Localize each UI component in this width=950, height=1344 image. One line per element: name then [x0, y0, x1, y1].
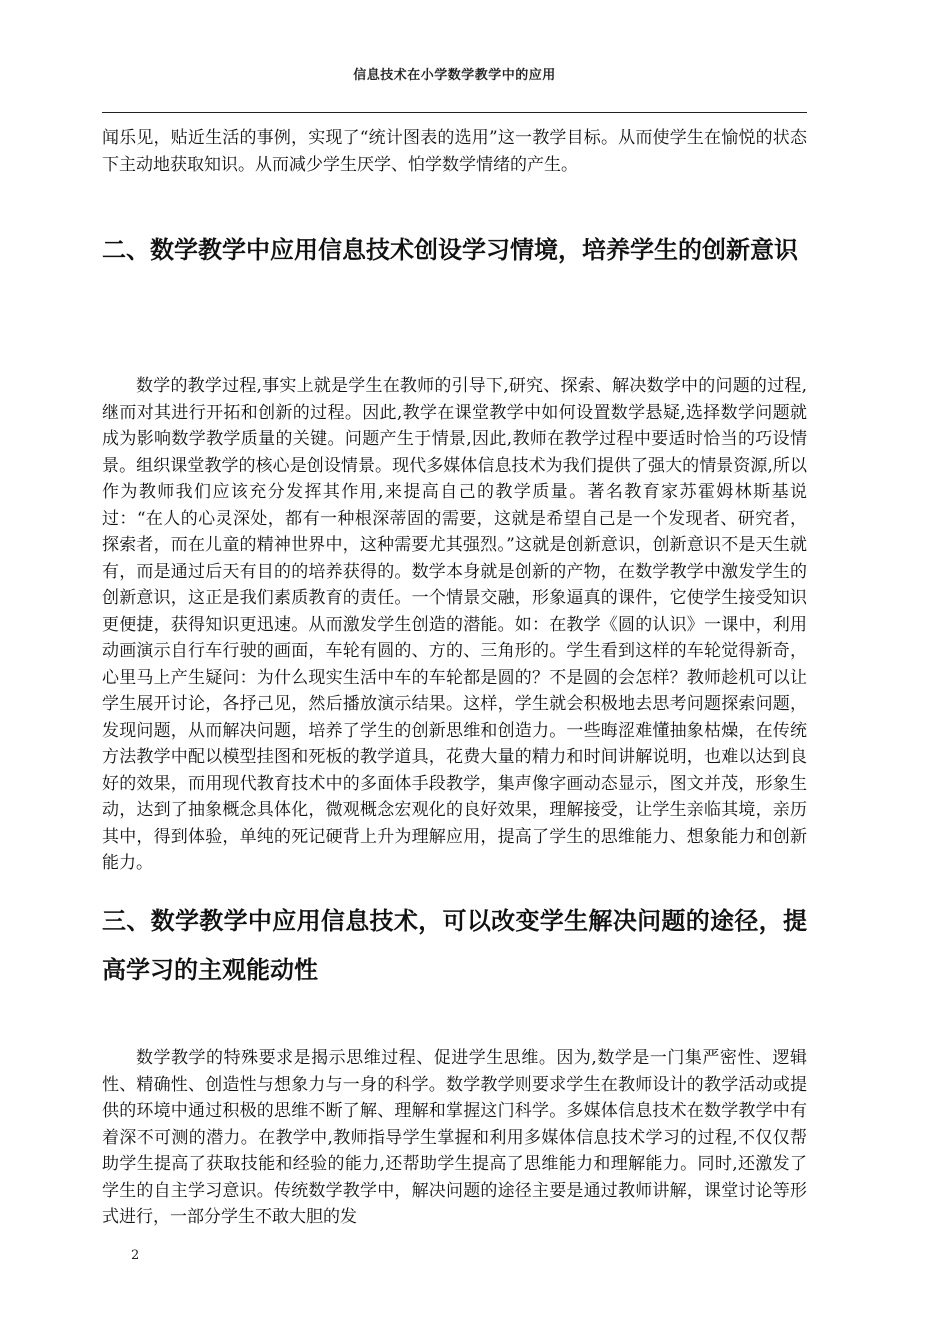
page-number: 2 — [131, 1248, 140, 1263]
section-3-heading: 三、数学教学中应用信息技术，可以改变学生解决问题的途径，提高学习的主观能动性 — [102, 907, 807, 984]
section-2-heading: 二、数学教学中应用信息技术创设学习情境，培养学生的创新意识 — [102, 236, 798, 264]
page-header-title: 信息技术在小学数学教学中的应用 — [353, 68, 556, 83]
section-2-paragraph: 数学的教学过程,事实上就是学生在教师的引导下,研究、探索、解决数学中的问题的过程,继而对其进行开拓和创新的过程。因此,教学在课堂教学中如何设置数学悬疑,选择数学问题就成为影响数学教学质量的关键。问题产生于情景,因此,教师在教学过程中要适时恰当的巧设情景。组织课堂教学的核心是创设情景。现代多媒体信息技术为我们提供了强大的情景资源,所以作为教师我们应该充分发挥其作用,来提高自己的教学质量。著名教育家苏霍姆林斯基说过：“在人的心灵深处，都有一种根深蒂固的需要，这就是希望自己是一个发现者、研究者，探索者，而在儿童的精神世界中，这种需要尤其强烈。”这就是创新意识，创新意识不是天生就有，而是通过后天有目的的培养获得的。数学本身就是创新的产物，在数学教学中激发学生的创新意识，这正是我们素质教育的责任。一个情景交融，形象逼真的课件，它使学生接受知识更便捷，获得知识更迅速。从而激发学生创造的潜能。如：在教学《圆的认识》一课中，利用动画演示自行车行驶的画面，车轮有圆的、方的、三角形的。学生看到这样的车轮觉得新奇，心里马上产生疑问：为什么现实生活中车的车轮都是圆的？不是圆的会怎样？教师趁机可以让学生展开讨论，各抒己见，然后播放演示结果。这样，学生就会积极地去思考问题探索问题，发现问题，从而解决问题，培养了学生的创新思维和创造力。一些晦涩难懂抽象枯燥，在传统方法教学中配以模型挂图和死板的教学道具，花费大量的精力和时间讲解说明，也难以达到良好的效果，而用现代教育技术中的多面体手段教学，集声像字画动态显示，图文并茂，形象生动，达到了抽象概念具体化，微观概念宏观化的良好效果，理解接受，让学生亲临其境，亲历其中，得到体验，单纯的死记硬背上升为理解应用，提高了学生的思维能力、想象能力和创新能力。 — [102, 376, 807, 873]
intro-paragraph: 闻乐见，贴近生活的事例，实现了“统计图表的选用”这一教学目标。从而使学生在愉悦的状态下主动地获取知识。从而减少学生厌学、怕学数学情绪的产生。 — [102, 128, 807, 175]
header-divider — [102, 112, 807, 113]
section-3-paragraph: 数学教学的特殊要求是揭示思维过程、促进学生思维。因为,数学是一门集严密性、逻辑性、精确性、创造性与想象力与一身的科学。数学教学则要求学生在教师设计的教学活动或提供的环境中通过积极的思维不断了解、理解和掌握这门科学。多媒体信息技术在数学教学中有着深不可测的潜力。在教学中,教师指导学生掌握和利用多媒体信息技术学习的过程,不仅仅帮助学生提高了获取技能和经验的能力,还帮助学生提高了思维能力和理解能力。同时,还激发了学生的自主学习意识。传统数学教学中，解决问题的途径主要是通过教师讲解，课堂讨论等形式进行，一部分学生不敢大胆的发 — [102, 1048, 807, 1227]
